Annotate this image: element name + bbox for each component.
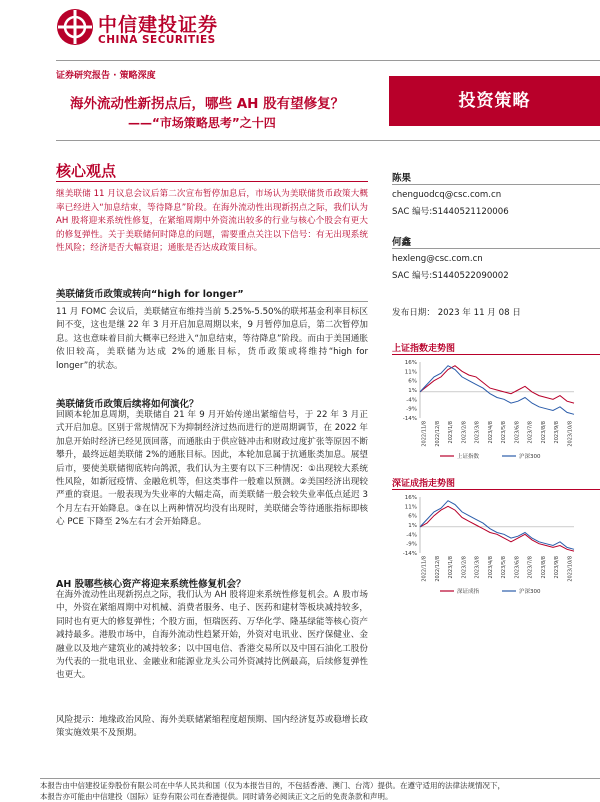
release-date: 发布日期： 2023 年 11 月 08 日: [392, 308, 521, 318]
section-heading-3: AH 股哪些核心资产将迎来系统性修复机会？: [56, 579, 246, 590]
legend-label: 上证指数: [457, 454, 480, 460]
y-tick-label: 16%: [404, 495, 417, 501]
y-tick-label: 16%: [404, 360, 417, 366]
legend-label: 深证成指: [457, 589, 480, 595]
x-tick-label: 2023/10/8: [567, 421, 574, 447]
logo-name-en: CHINA SECURITIES: [98, 34, 216, 46]
analyst-name: 陈果: [392, 173, 412, 184]
section-2-text: 回顾本轮加息周期，美联储自 21 年 9 月开始传递出紧缩信号，于 22 年 3 月正式开启加息。区别于常规情况下为抑制经济过热而进行的逆周期调节，在 2022 年加息开始时经济已经见顶回落，而通胀由于供应链冲击和财政过度扩张等原因不断攀升，最终远超美联储 2%的通胀目标。因此，本轮加息属于抗通胀类加息。展望后市，要使美联储彻底转向鸽派，我们认为主要有以下三种情况：①出现较大系统性风险，如新冠疫情、金融危机等，但这类事件一般难以预测。②美国经济出现较严重的衰退。一般表现为失业率的大幅走高，而美联储一般会较失业率低点延迟 3 个月左右开始降息。③在以上两种情况均没有出现时，美联储会等待通胀指标即核心 PCE 下降至 2%左右才会开始降息。: [56, 410, 368, 528]
section-heading-core: 核心观点: [56, 162, 117, 180]
section-1-text: 11 月 FOMC 会议后，美联储宣布维持当前 5.25%-5.50%的联邦基金利率目标区间不变，这也是继 22 年 3 月开启加息周期以来，9 月暂停加息后，第二次暂停加息。这也意味着目前大概率已经进入“加息结束，等待降息”阶段。而由于美国通胀依旧较高，美联储为达成 2%的通胀目标，货币政策或将维持“high for longer”的状态。: [56, 307, 368, 371]
y-tick-label: -14%: [402, 416, 417, 422]
y-tick-label: -14%: [402, 551, 417, 557]
footer-divider: [40, 778, 600, 779]
x-tick-label: 2023/4/8: [487, 421, 494, 444]
analyst-divider: [392, 248, 600, 249]
report-subtitle: ——“市场策略思考”之十四: [128, 116, 276, 130]
x-tick-label: 2023/2/8: [461, 421, 468, 444]
core-underline: [56, 181, 368, 182]
chart-2-underline: [392, 489, 600, 490]
analyst-divider: [392, 184, 600, 185]
x-tick-label: 2023/6/8: [514, 421, 521, 444]
x-tick-label: 2023/8/8: [540, 556, 547, 579]
series-line-0: [420, 506, 574, 551]
x-tick-label: 2023/3/8: [474, 421, 481, 444]
x-tick-label: 2022/11/8: [421, 556, 428, 582]
y-tick-label: 6%: [408, 378, 417, 385]
y-tick-label: -4%: [406, 532, 417, 539]
x-tick-label: 2023/1/8: [448, 421, 455, 444]
chart-1-underline: [392, 354, 600, 355]
y-tick-label: 1%: [408, 388, 417, 394]
y-tick-label: 1%: [408, 523, 417, 529]
x-tick-label: 2023/8/8: [540, 421, 547, 444]
analyst-sac: SAC 编号:S1440521120006: [392, 207, 509, 217]
analyst-email[interactable]: hexleng@csc.com.cn: [392, 254, 483, 264]
section-1-divider: [56, 301, 368, 302]
x-tick-label: 2022/12/8: [434, 421, 441, 447]
x-tick-label: 2022/11/8: [421, 421, 428, 447]
x-tick-label: 2023/9/8: [554, 556, 561, 579]
report-title: 海外流动性新拐点后，哪些 AH 股有望修复？: [70, 96, 345, 112]
risk-warning: 风险提示：地缘政治风险、海外美联储紧缩程度超预期、国内经济复苏或稳增长政策实施效果不及预期。: [56, 715, 368, 739]
chart-1-title: 上证指数走势图: [392, 344, 456, 354]
x-tick-label: 2023/9/8: [554, 421, 561, 444]
disclaimer-line-1: 本报告由中信建投证券股份有限公司在中华人民共和国（仅为本报告目的，不包括香港、澳门、台湾）提供。在遵守适用的法律法规情况下，: [40, 781, 505, 790]
y-tick-label: 11%: [404, 504, 417, 511]
x-tick-label: 2023/1/8: [448, 556, 455, 579]
header-divider: [56, 60, 600, 61]
section-heading-2: 美联储货币政策后续将如何演化？: [56, 399, 199, 410]
disclaimer-line-2: 本报告亦可能由中信建投（国际）证券有限公司在香港提供。同时请务必阅读正文之后的免责条款和声明。: [40, 792, 393, 801]
category-banner: [389, 76, 600, 126]
category-banner-label: 投资策略: [458, 91, 531, 111]
x-tick-label: 2023/7/8: [527, 421, 534, 444]
x-tick-label: 2022/12/8: [434, 556, 441, 582]
section-3-text: 在海外流动性出现新拐点之际，我们认为 AH 股将迎来系统性修复机会。A 股市场中，外资在紧缩周期中对机械、消费者服务、电子、医药和建材等板块减持较多，同时也有更大的修复弹性；个股方面，恒瑞医药、万华化学、隆基绿能等核心资产减持最多。港股市场中，自海外流动性趋紧开始，外资对电讯业、医疗保健业、金融业以及地产建筑业的减持较多；以中国电信、香港交易所以及中国石油化工股份为代表的一批电讯业、金融业和能源业龙头公司外资减持比例最高，后续修复弹性也更大。: [56, 590, 368, 681]
y-tick-label: -9%: [406, 541, 417, 548]
section-heading-1: 美联储货币政策或转向“high for longer”: [56, 289, 244, 300]
series-line-1: [420, 501, 574, 550]
x-tick-label: 2023/2/8: [461, 556, 468, 579]
x-tick-label: 2023/4/8: [487, 556, 494, 579]
analyst-sac: SAC 编号:S1440522090002: [392, 271, 509, 281]
legend-label: 沪深300: [519, 589, 541, 595]
chart-2-title: 深证成指走势图: [392, 479, 456, 489]
x-tick-label: 2023/5/8: [501, 421, 508, 444]
y-tick-label: -9%: [406, 406, 417, 413]
analyst-email[interactable]: chenguodcq@csc.com.cn: [392, 190, 502, 200]
core-summary: 继美联储 11 月议息会议后第二次宣布暂停加息后，市场认为美联储货币政策大概率已经进入“加息结束，等待降息”阶段。在海外流动性出现新拐点之际，我们认为 AH 股将迎来系统性修复，在紧缩周期中外资流出较多的行业与核心个股会有更大的修复弹性。关于美联储何时降息的问题，需要重点关注以下信号：有无出现系统性风险；经济是否大幅衰退；通胀是否达成政策目标。: [56, 189, 368, 254]
y-tick-label: 11%: [404, 369, 417, 376]
title-divider: [56, 140, 600, 141]
x-tick-label: 2023/7/8: [527, 556, 534, 579]
x-tick-label: 2023/10/8: [567, 556, 574, 582]
report-type: 证券研究报告 · 策略深度: [56, 71, 156, 81]
x-tick-label: 2023/6/8: [514, 556, 521, 579]
y-tick-label: -4%: [406, 397, 417, 404]
analyst-name: 何鑫: [392, 237, 412, 248]
x-tick-label: 2023/3/8: [474, 556, 481, 579]
chart-2: [392, 493, 582, 597]
chart-1: [392, 358, 582, 462]
company-logo-icon: [56, 8, 94, 46]
legend-label: 沪深300: [519, 454, 541, 460]
x-tick-label: 2023/5/8: [501, 556, 508, 579]
logo-name-cn: 中信建投证券: [98, 14, 219, 36]
y-tick-label: 6%: [408, 513, 417, 520]
